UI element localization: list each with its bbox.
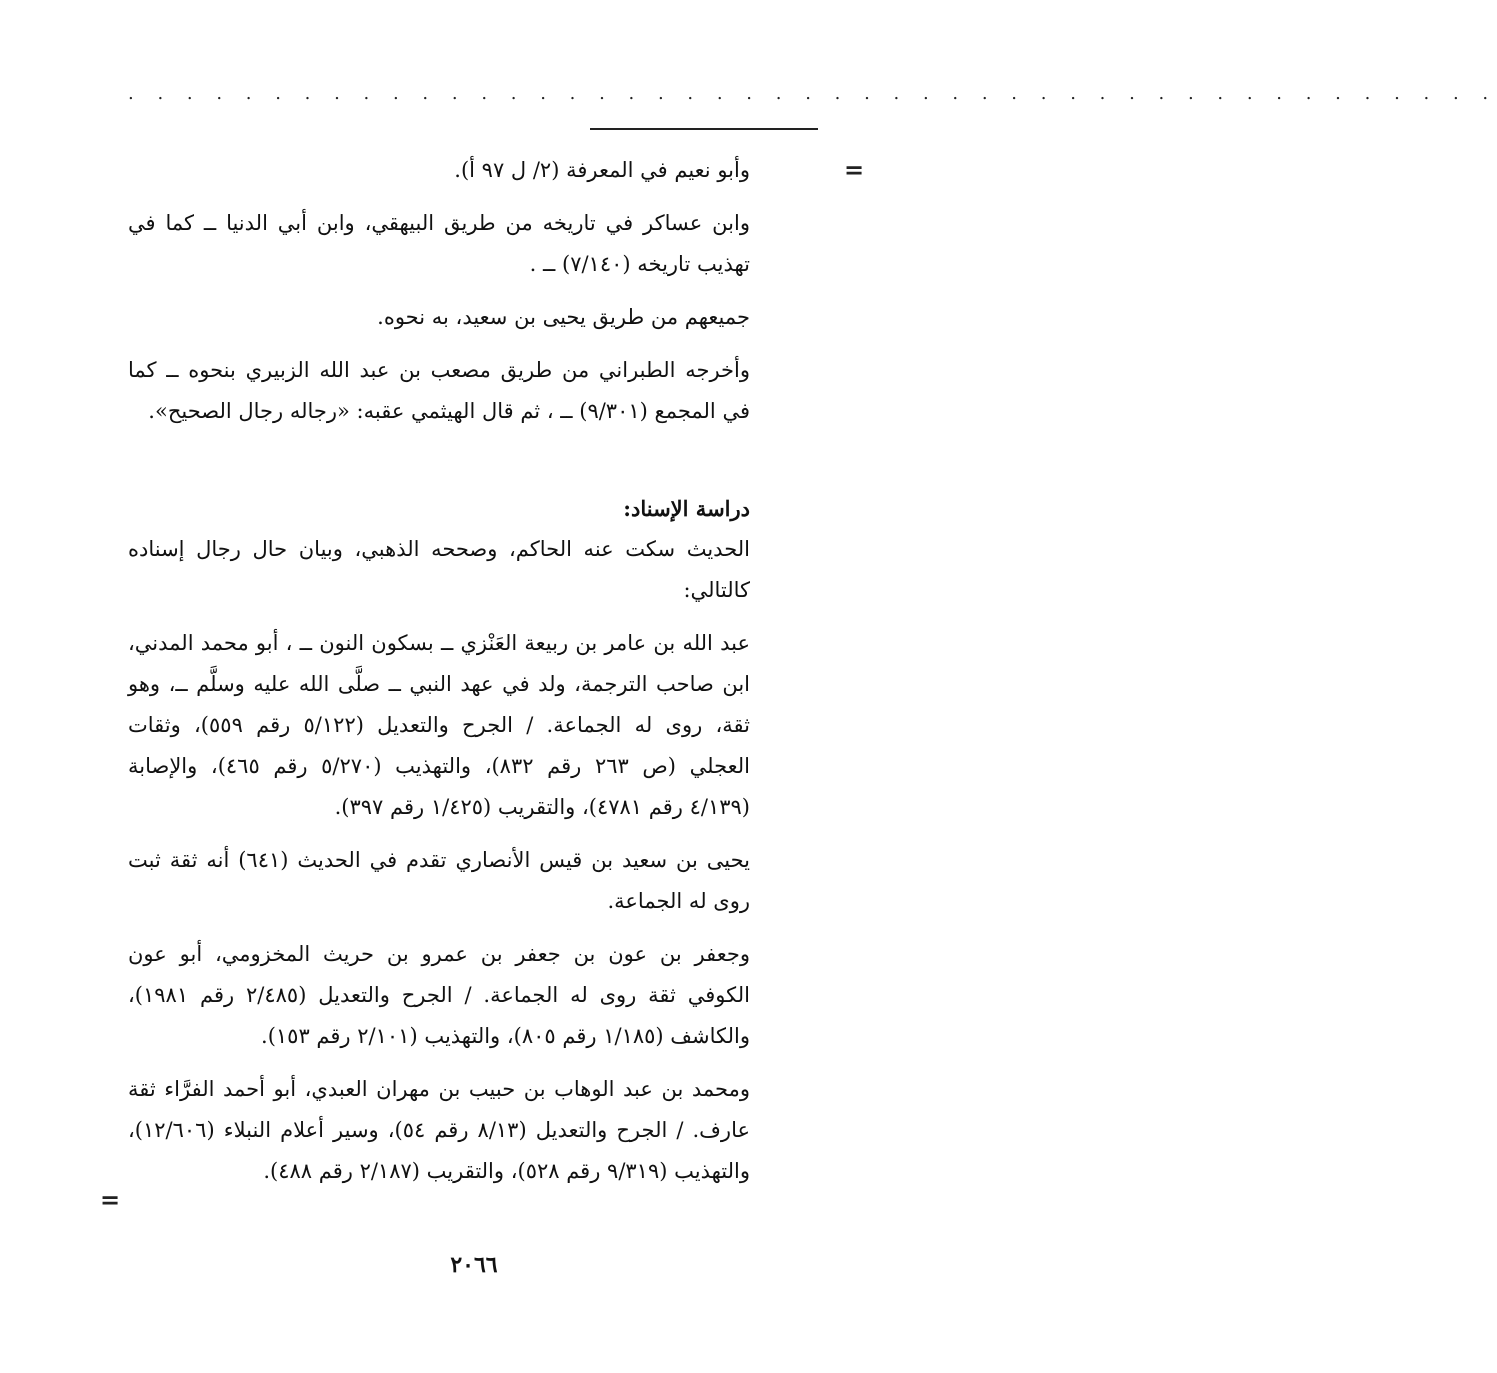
dotted-separator: . . . . . . . . . . . . . . . . . . . . . . . . . . . . . . . . . . . . . . . . . . . . . . . [128,83,1497,104]
section-heading: دراسة الإسناد: [623,496,750,521]
narrator-abdullah: عبد الله بن عامر بن ربيعة العَنْزي ــ بسكون النون ــ ، أبو محمد المدني، ابن صاحب الترجمة، ولد في عهد النبي ــ صلَّى الله عليه وسلَّم ــ، وهو ثقة، روى له الجماعة. / الجرح والتعديل (٥/١٢٢ رقم ٥٥٩)، وثقات العجلي (ص ٢٦٣ رقم ٨٣٢)، والتهذيب (٥/٢٧٠ رقم ٤٦٥)، والإصابة (٤/١٣٩ رقم ٤٧٨١)، والتقريب (١/٤٢٥ رقم ٣٩٧). [128,631,750,819]
main-text [128,150,750,1204]
paragraph-ibn-asakir: وابن عساكر في تاريخه من طريق البيهقي، وابن أبي الدنيا ــ كما في تهذيب تاريخه (٧/١٤٠) ــ . [128,211,750,276]
narrator-jafar: وجعفر بن عون بن جعفر بن عمرو بن حريث المخزومي، أبو عون الكوفي ثقة روى له الجماعة. / الجرح والتعديل (٢/٤٨٥ رقم ١٩٨١)، والكاشف (١/١٨٥ رقم ٨٠٥)، والتهذيب (٢/١٠١ رقم ١٥٣). [128,942,750,1048]
continuation-mark-top: = [844,155,865,184]
paragraph-yahya-route: جميعهم من طريق يحيى بن سعيد، به نحوه. [377,305,750,329]
narrator-muhammad: ومحمد بن عبد الوهاب بن حبيب بن مهران العبدي، أبو أحمد الفرَّاء ثقة عارف. / الجرح والتعديل (٨/١٣ رقم ٥٤)، وسير أعلام النبلاء (١٢/٦٠٦)، والتهذيب (٩/٣١٩ رقم ٥٢٨)، والتقريب (٢/١٨٧ رقم ٤٨٨). [128,1077,751,1183]
page-number: ٢٠٦٦ [450,1252,498,1278]
paragraph-abu-nuaym: وأبو نعيم في المعرفة (٢/ ل ٩٧ أ). [454,158,750,182]
paragraph-tabarani: وأخرجه الطبراني من طريق مصعب بن عبد الله الزبيري بنحوه ــ كما في المجمع (٩/٣٠١) ــ ، ثم قال الهيثمي عقبه: «رجاله رجال الصحيح». [128,358,750,423]
footnote-rule [590,128,818,130]
study-intro: الحديث سكت عنه الحاكم، وصححه الذهبي، وبيان حال رجال إسناده كالتالي: [128,537,750,602]
narrator-yahya: يحيى بن سعيد بن قيس الأنصاري تقدم في الحديث (٦٤١) أنه ثقة ثبت روى له الجماعة. [128,848,751,913]
continuation-mark-bottom: = [100,1185,121,1214]
